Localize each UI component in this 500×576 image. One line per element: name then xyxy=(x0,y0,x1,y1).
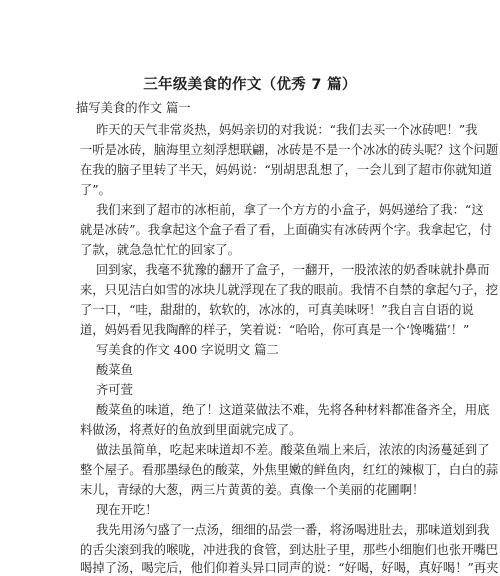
section-heading: 写美食的作文 400 字说明文 篇二 xyxy=(96,343,279,357)
document-title: 三年级美食的作文（优秀 7 篇） xyxy=(143,77,357,93)
paragraph-line: 回到家，我毫不犹豫的翻开了盒子，一翻开，一股浓浓的奶香味就扑鼻而 xyxy=(96,263,490,277)
paragraph-line: 整个屋子。看那墨绿色的酸菜，外焦里嫩的鲜鱼肉，红红的辣椒丁，白白的蒜 xyxy=(80,463,499,477)
paragraph-line: 喝掉了汤，喝完后，他们仰着头异口同声的说：“好喝，好喝，真好喝！”再夹 xyxy=(80,561,499,575)
paragraph-line: 了款，就急急忙忙的回家了。 xyxy=(80,243,240,257)
paragraph-line: 在我的脑子里转了半天，妈妈说：“别胡思乱想了，一会儿到了超市你就知道 xyxy=(80,163,493,177)
paragraph-line: 昨天的天气非常炎热，妈妈亲切的对我说：“我们去买一个冰砖吧！”我 xyxy=(96,123,478,137)
paragraph-line: 酸菜鱼的味道，绝了！这道菜做法不难，先将各种材料都准备齐全，用底 xyxy=(96,403,490,417)
paragraph-line: 我先用汤勺盛了一点汤，细细的品尝一番，将汤喝进肚去，那味道划到我 xyxy=(96,523,490,537)
paragraph-line: 的舌尖滚到我的喉咙，冲进我的食管，到达肚子里，那些小细胞们也张开嘴巴 xyxy=(80,543,499,557)
paragraph-line: 来，只见洁白如雪的冰块儿就浮现在了我的眼前。我情不自禁的拿起勺子，挖 xyxy=(80,283,499,297)
paragraph-line: 末儿，青绿的大葱，两三片黄黄的姜。真像一个美丽的花圃啊！ xyxy=(80,483,425,497)
paragraph-line: 一听是冰砖，脑海里立刻浮想联翩，冰砖是不是一个冰冰的砖头呢？这个问题 xyxy=(80,143,499,157)
paragraph-line: 现在开吃！ xyxy=(96,503,158,517)
paragraph-line: 了一口，“哇，甜甜的，软软的，冰冰的，可真美味呀！”我自言自语的说 xyxy=(80,303,474,317)
paragraph-line: 料做汤，将煮好的鱼放到里面就完成了。 xyxy=(80,423,302,437)
paragraph-line: 我们来到了超市的冰柜前，拿了一个方方的小盒子，妈妈递给了我：“这 xyxy=(96,203,484,217)
paragraph-line: 道，妈妈看见我陶醉的样子，笑着说：“哈哈，你可真是一个‘馋嘴猫’！” xyxy=(80,323,470,337)
section-heading: 描写美食的作文 篇一 xyxy=(76,101,191,115)
paragraph-line: 就是冰砖”。我拿起这个盒子看了看，上面确实有冰砖两个字。我拿起它，付 xyxy=(80,223,493,237)
paragraph-line: 做法虽简单，吃起来味道却不差。酸菜鱼端上来后，浓浓的肉汤蔓延到了 xyxy=(96,443,490,457)
author-name: 齐可萱 xyxy=(96,383,133,397)
article-subtitle: 酸菜鱼 xyxy=(96,363,133,377)
paragraph-line: 了”。 xyxy=(80,183,111,197)
